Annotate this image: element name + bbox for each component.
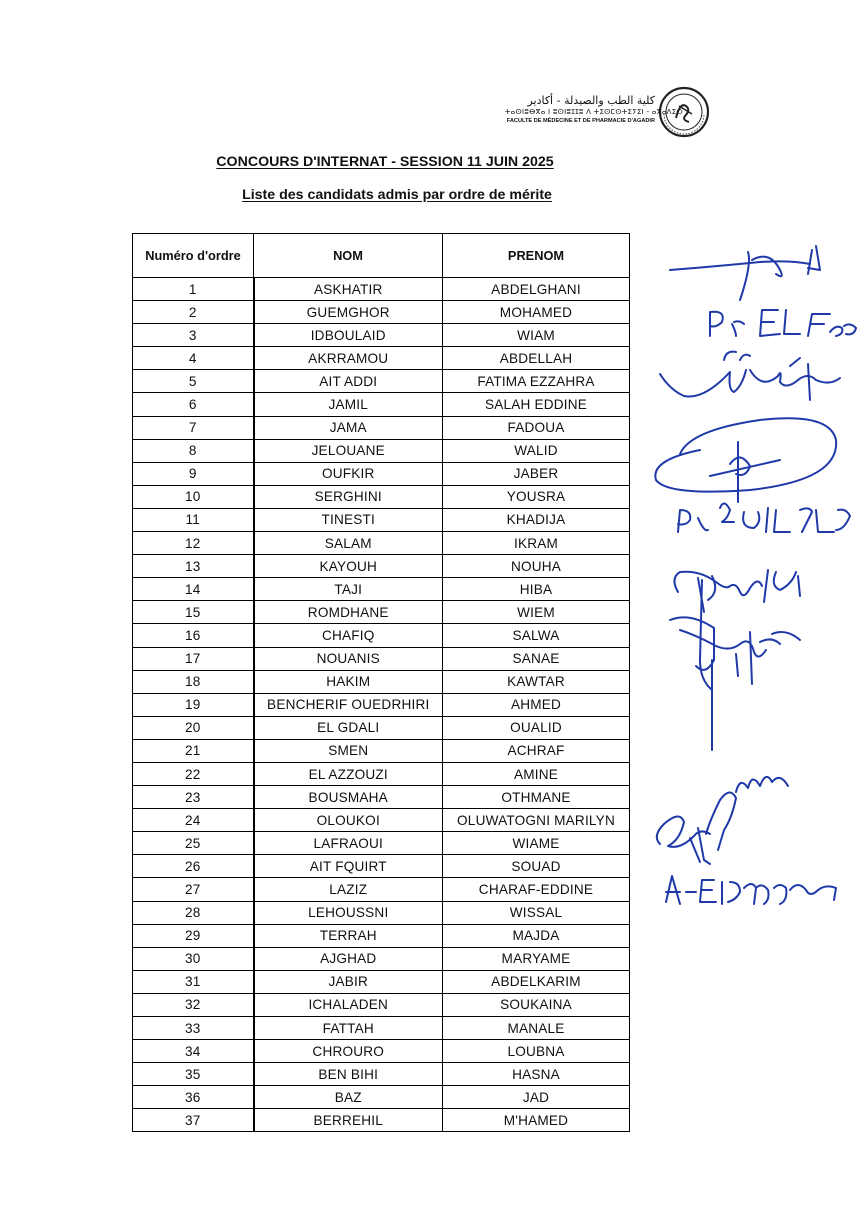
cell-rank: 8 [133, 439, 254, 462]
cell-rank: 33 [133, 1017, 254, 1040]
cell-nom: NOUANIS [254, 647, 443, 670]
cell-rank: 34 [133, 1040, 254, 1063]
signature-7 [670, 617, 800, 750]
page-subtitle [12, 187, 782, 203]
table-row [133, 624, 630, 647]
table-row [133, 924, 630, 947]
cell-prenom: LOUBNA [443, 1040, 630, 1063]
faculty-name-arabic: كلية الطب والصيدلة - أكادير [527, 94, 655, 107]
cell-prenom: CHARAF-EDDINE [443, 878, 630, 901]
table-row [133, 1063, 630, 1086]
table-row [133, 855, 630, 878]
table-row [133, 324, 630, 347]
cell-prenom: KHADIJA [443, 508, 630, 531]
table-row [133, 532, 630, 555]
cell-prenom: SALWA [443, 624, 630, 647]
cell-rank: 5 [133, 370, 254, 393]
table-row [133, 993, 630, 1016]
table-row [133, 947, 630, 970]
cell-prenom: WALID [443, 439, 630, 462]
table-row [133, 716, 630, 739]
cell-rank: 32 [133, 993, 254, 1016]
cell-prenom: AHMED [443, 693, 630, 716]
cell-rank: 3 [133, 324, 254, 347]
signature-2 [710, 310, 856, 336]
cell-rank: 1 [133, 278, 254, 301]
table-row [133, 462, 630, 485]
cell-rank: 30 [133, 947, 254, 970]
table-row [133, 578, 630, 601]
table-row [133, 762, 630, 785]
cell-rank: 10 [133, 485, 254, 508]
cell-nom: SALAM [254, 532, 443, 555]
table-row [133, 1017, 630, 1040]
cell-rank: 6 [133, 393, 254, 416]
cell-prenom: ACHRAF [443, 739, 630, 762]
cell-prenom: KAWTAR [443, 670, 630, 693]
table-row [133, 1040, 630, 1063]
table-row [133, 601, 630, 624]
cell-rank: 22 [133, 762, 254, 785]
cell-prenom: ABDELLAH [443, 347, 630, 370]
cell-rank: 24 [133, 809, 254, 832]
cell-prenom: HIBA [443, 578, 630, 601]
cell-prenom: JAD [443, 1086, 630, 1109]
cell-nom: KAYOUH [254, 555, 443, 578]
table-row [133, 739, 630, 762]
cell-nom: LAZIZ [254, 878, 443, 901]
cell-prenom: SANAE [443, 647, 630, 670]
signature-8 [657, 777, 788, 864]
cell-rank: 4 [133, 347, 254, 370]
cell-prenom: JABER [443, 462, 630, 485]
cell-rank: 12 [133, 532, 254, 555]
cell-nom: SMEN [254, 739, 443, 762]
cell-prenom: AMINE [443, 762, 630, 785]
cell-nom: AIT ADDI [254, 370, 443, 393]
cell-rank: 14 [133, 578, 254, 601]
cell-rank: 31 [133, 970, 254, 993]
cell-prenom: M'HAMED [443, 1109, 630, 1132]
cell-rank: 13 [133, 555, 254, 578]
table-row [133, 1109, 630, 1132]
cell-prenom: WISSAL [443, 901, 630, 924]
cell-nom: SERGHINI [254, 485, 443, 508]
table-row [133, 301, 630, 324]
cell-prenom: OLUWATOGNI MARILYN [443, 809, 630, 832]
table-row [133, 370, 630, 393]
cell-nom: AKRRAMOU [254, 347, 443, 370]
cell-prenom: WIEM [443, 601, 630, 624]
cell-rank: 27 [133, 878, 254, 901]
signature-5 [678, 503, 850, 532]
cell-prenom: MARYAME [443, 947, 630, 970]
cell-rank: 17 [133, 647, 254, 670]
signature-1 [670, 246, 820, 300]
page-title [0, 154, 770, 170]
cell-nom: BOUSMAHA [254, 786, 443, 809]
table-row [133, 670, 630, 693]
cell-prenom: SOUAD [443, 855, 630, 878]
table-row [133, 439, 630, 462]
cell-nom: JAMA [254, 416, 443, 439]
cell-nom: GUEMGHOR [254, 301, 443, 324]
cell-prenom: HASNA [443, 1063, 630, 1086]
cell-nom: HAKIM [254, 670, 443, 693]
table-row [133, 508, 630, 531]
table-header-row [133, 234, 630, 278]
cell-nom: TAJI [254, 578, 443, 601]
cell-nom: JAMIL [254, 393, 443, 416]
table-row [133, 393, 630, 416]
signature-4 [655, 418, 836, 502]
cell-rank: 23 [133, 786, 254, 809]
signature-3 [660, 352, 840, 400]
cell-nom: BEN BIHI [254, 1063, 443, 1086]
cell-prenom: WIAME [443, 832, 630, 855]
cell-rank: 9 [133, 462, 254, 485]
table-row [133, 786, 630, 809]
cell-rank: 11 [133, 508, 254, 531]
cell-prenom: YOUSRA [443, 485, 630, 508]
cell-nom: ROMDHANE [254, 601, 443, 624]
cell-prenom: ABDELKARIM [443, 970, 630, 993]
cell-prenom: MAJDA [443, 924, 630, 947]
cell-rank: 15 [133, 601, 254, 624]
table-row [133, 416, 630, 439]
column-header-nom: NOM [254, 234, 443, 278]
cell-rank: 26 [133, 855, 254, 878]
cell-nom: CHROURO [254, 1040, 443, 1063]
column-header-rank: Numéro d'ordre [133, 234, 254, 278]
cell-rank: 19 [133, 693, 254, 716]
cell-nom: BAZ [254, 1086, 443, 1109]
cell-rank: 28 [133, 901, 254, 924]
cell-rank: 20 [133, 716, 254, 739]
cell-rank: 36 [133, 1086, 254, 1109]
cell-prenom: IKRAM [443, 532, 630, 555]
cell-rank: 25 [133, 832, 254, 855]
cell-prenom: WIAM [443, 324, 630, 347]
cell-rank: 7 [133, 416, 254, 439]
faculty-header [505, 94, 683, 125]
jury-signatures [640, 240, 861, 920]
table-row [133, 1086, 630, 1109]
faculty-name-french: FACULTE DE MÉDECINE ET DE PHARMACIE D'AGADIR [506, 118, 655, 124]
cell-nom: TINESTI [254, 508, 443, 531]
table-row [133, 832, 630, 855]
table-row [133, 347, 630, 370]
table-row [133, 647, 630, 670]
table-row [133, 278, 630, 301]
cell-prenom: SOUKAINA [443, 993, 630, 1016]
signature-9 [666, 876, 836, 904]
cell-prenom: OTHMANE [443, 786, 630, 809]
cell-prenom: SALAH EDDINE [443, 393, 630, 416]
cell-rank: 35 [133, 1063, 254, 1086]
page-subtitle-text: Liste des candidats admis par ordre de mérite [242, 187, 552, 203]
cell-nom: JELOUANE [254, 439, 443, 462]
cell-prenom: MOHAMED [443, 301, 630, 324]
table-row [133, 809, 630, 832]
table-row [133, 693, 630, 716]
cell-prenom: FATIMA EZZAHRA [443, 370, 630, 393]
cell-nom: BENCHERIF OUEDRHIRI [254, 693, 443, 716]
cell-nom: OLOUKOI [254, 809, 443, 832]
cell-nom: ICHALADEN [254, 993, 443, 1016]
candidates-table [132, 233, 630, 1132]
cell-prenom: OUALID [443, 716, 630, 739]
cell-prenom: NOUHA [443, 555, 630, 578]
cell-nom: AIT FQUIRT [254, 855, 443, 878]
table-row [133, 901, 630, 924]
cell-nom: IDBOULAID [254, 324, 443, 347]
cell-nom: AJGHAD [254, 947, 443, 970]
cell-rank: 16 [133, 624, 254, 647]
table-row [133, 970, 630, 993]
page-title-text: CONCOURS D'INTERNAT - SESSION 11 JUIN 2025 [216, 154, 554, 170]
table-row [133, 485, 630, 508]
cell-nom: FATTAH [254, 1017, 443, 1040]
cell-nom: EL GDALI [254, 716, 443, 739]
cell-rank: 37 [133, 1109, 254, 1132]
cell-nom: CHAFIQ [254, 624, 443, 647]
cell-nom: JABIR [254, 970, 443, 993]
cell-nom: OUFKIR [254, 462, 443, 485]
table-body [133, 278, 630, 1132]
cell-rank: 21 [133, 739, 254, 762]
cell-nom: LEHOUSSNI [254, 901, 443, 924]
cell-nom: EL AZZOUZI [254, 762, 443, 785]
cell-nom: TERRAH [254, 924, 443, 947]
cell-prenom: MANALE [443, 1017, 630, 1040]
table-row [133, 878, 630, 901]
cell-prenom: FADOUA [443, 416, 630, 439]
cell-rank: 29 [133, 924, 254, 947]
cell-rank: 2 [133, 301, 254, 324]
faculty-name-tifinagh: ⵜⴰⵙⵏⵓⴱⴳⴰ ⵏ ⵓⵙⵏⵓⵊⵊⵓ ⴷ ⵜⵉⵙⵎⵙⵜⵉⵢⵉⵏ - ⴰⴳⴰⴷⵉⵔ [505, 108, 683, 116]
cell-prenom: ABDELGHANI [443, 278, 630, 301]
cell-rank: 18 [133, 670, 254, 693]
cell-nom: ASKHATIR [254, 278, 443, 301]
table-row [133, 555, 630, 578]
cell-nom: BERREHIL [254, 1109, 443, 1132]
cell-nom: LAFRAOUI [254, 832, 443, 855]
column-header-prenom: PRENOM [443, 234, 630, 278]
